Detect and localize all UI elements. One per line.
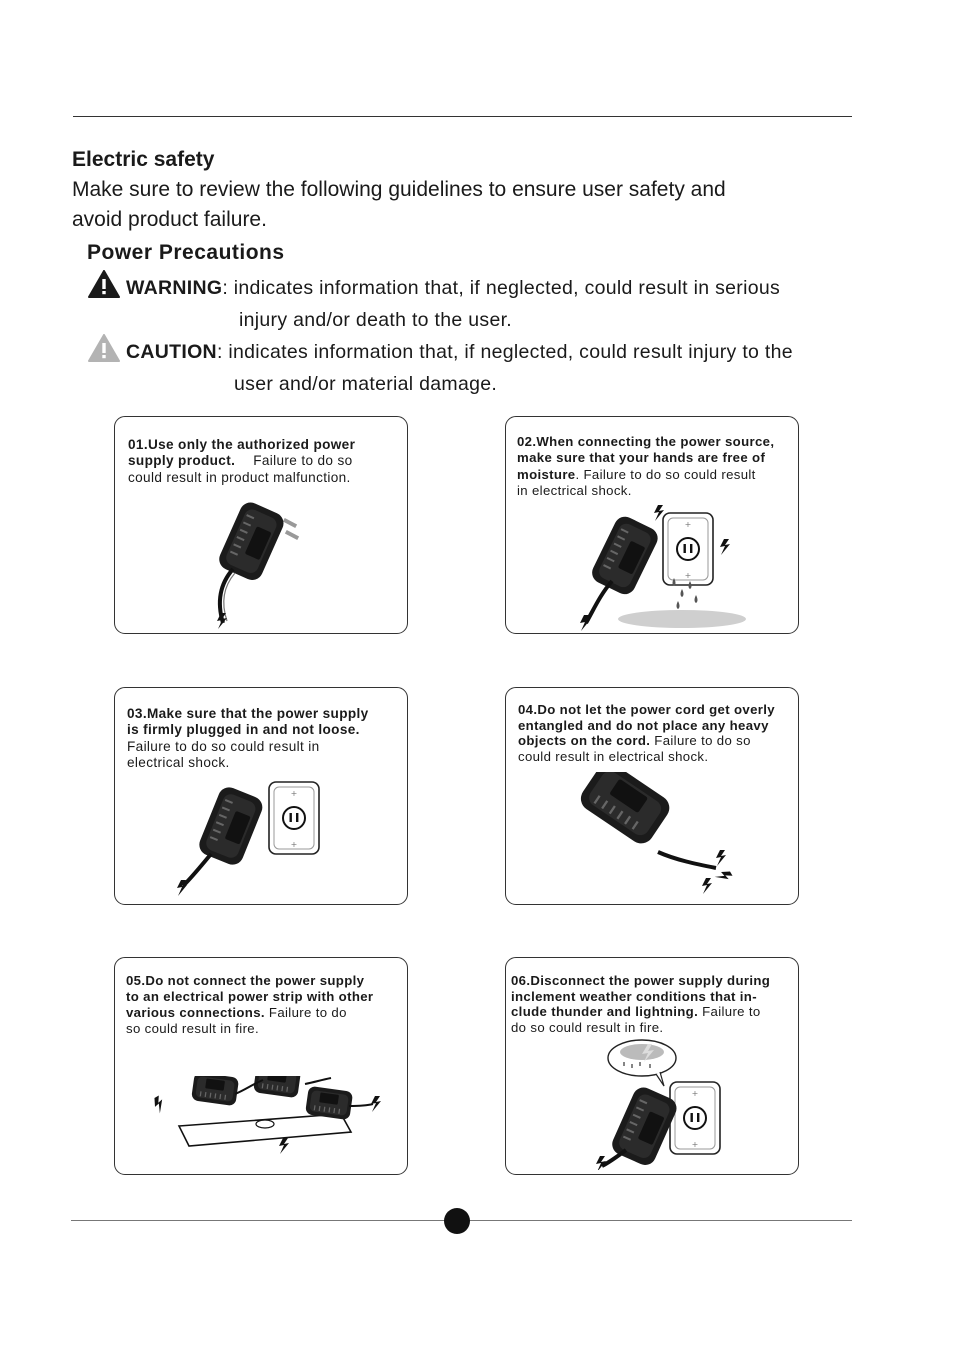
card-03-line-1: 03.Make sure that the power supply: [127, 706, 369, 721]
card-03-line-4: electrical shock.: [127, 755, 230, 771]
power-precautions-title: Power Precautions: [87, 241, 285, 264]
card-02-line-2: make sure that your hands are free of: [517, 450, 766, 466]
card-06-line-2: inclement weather conditions that in-: [511, 988, 757, 1004]
card-06-line-5: do so could result in fire.: [511, 1019, 664, 1035]
card-04-line-4: Failure to do so: [650, 733, 751, 749]
card-06-line-3: clude thunder and lightning.: [511, 1004, 699, 1020]
card-05-line-4: Failure to do: [264, 1005, 347, 1020]
card-01-line-4: could result in product malfunction.: [128, 469, 351, 485]
precaution-card-04: [505, 687, 799, 905]
page-marker-dot: [444, 1208, 470, 1234]
caution-desc-1: : indicates information that, if neglected, could result injury to the: [216, 341, 793, 363]
card-03-line-2: is firmly plugged in and not loose.: [127, 722, 360, 738]
precaution-card-03: [114, 687, 408, 905]
card-05-line-2: to an electrical power strip with other: [126, 989, 374, 1004]
power-strip-illustration: [145, 1076, 385, 1168]
card-04-line-1: 04.Do not let the power cord get overly: [518, 702, 775, 717]
card-02-line-4: . Failure to do so could result: [575, 466, 756, 482]
card-01-line-3: Failure to do so: [253, 453, 353, 469]
card-04-line-3: objects on the cord.: [518, 733, 651, 749]
card-05-line-1: 05.Do not connect the power supply: [126, 973, 365, 988]
card-01-line-1: 01.Use only the authorized power: [128, 437, 356, 452]
card-03-line-3: Failure to do so could result in: [127, 738, 320, 754]
precaution-card-06: [505, 957, 799, 1175]
warning-desc-2: injury and/or death to the user.: [239, 309, 513, 331]
card-02-line-5: in electrical shock.: [517, 483, 632, 499]
intro-text: [72, 175, 832, 235]
intro-line-1: Make sure to review the following guidelines to ensure user safety and: [72, 178, 726, 201]
caution-icon: [88, 334, 120, 362]
precaution-card-05: [114, 957, 408, 1175]
caution-label: CAUTION: [126, 341, 217, 363]
card-02-line-3: moisture: [517, 466, 576, 482]
precaution-card-01: [114, 416, 408, 634]
wet-hands-illustration: [570, 503, 750, 631]
loose-plug-illustration: [171, 780, 341, 900]
warning-desc-1: : indicates information that, if neglected, could result in serious: [222, 277, 781, 299]
adapter-illustration: [205, 495, 325, 630]
top-divider: [73, 116, 852, 117]
card-02-line-1: 02.When connecting the power source,: [517, 434, 775, 449]
lightning-weather-illustration: [594, 1038, 724, 1170]
card-04-line-5: could result in electrical shock.: [518, 748, 709, 764]
intro-line-2: avoid product failure.: [72, 208, 267, 231]
precaution-card-02: [505, 416, 799, 634]
warning-icon: [88, 270, 120, 298]
card-05-line-3: various connections.: [126, 1005, 265, 1020]
card-06-line-4: Failure to: [698, 1004, 761, 1020]
card-05-line-5: so could result in fire.: [126, 1021, 260, 1036]
warning-label: WARNING: [126, 277, 223, 299]
card-04-line-2: entangled and do not place any heavy: [518, 717, 769, 733]
card-01-line-2: supply product.: [128, 453, 236, 469]
section-title: Electric safety: [72, 148, 215, 171]
damaged-cord-illustration: [566, 772, 756, 902]
card-06-line-1: 06.Disconnect the power supply during: [511, 973, 771, 988]
caution-desc-2: user and/or material damage.: [234, 373, 498, 395]
